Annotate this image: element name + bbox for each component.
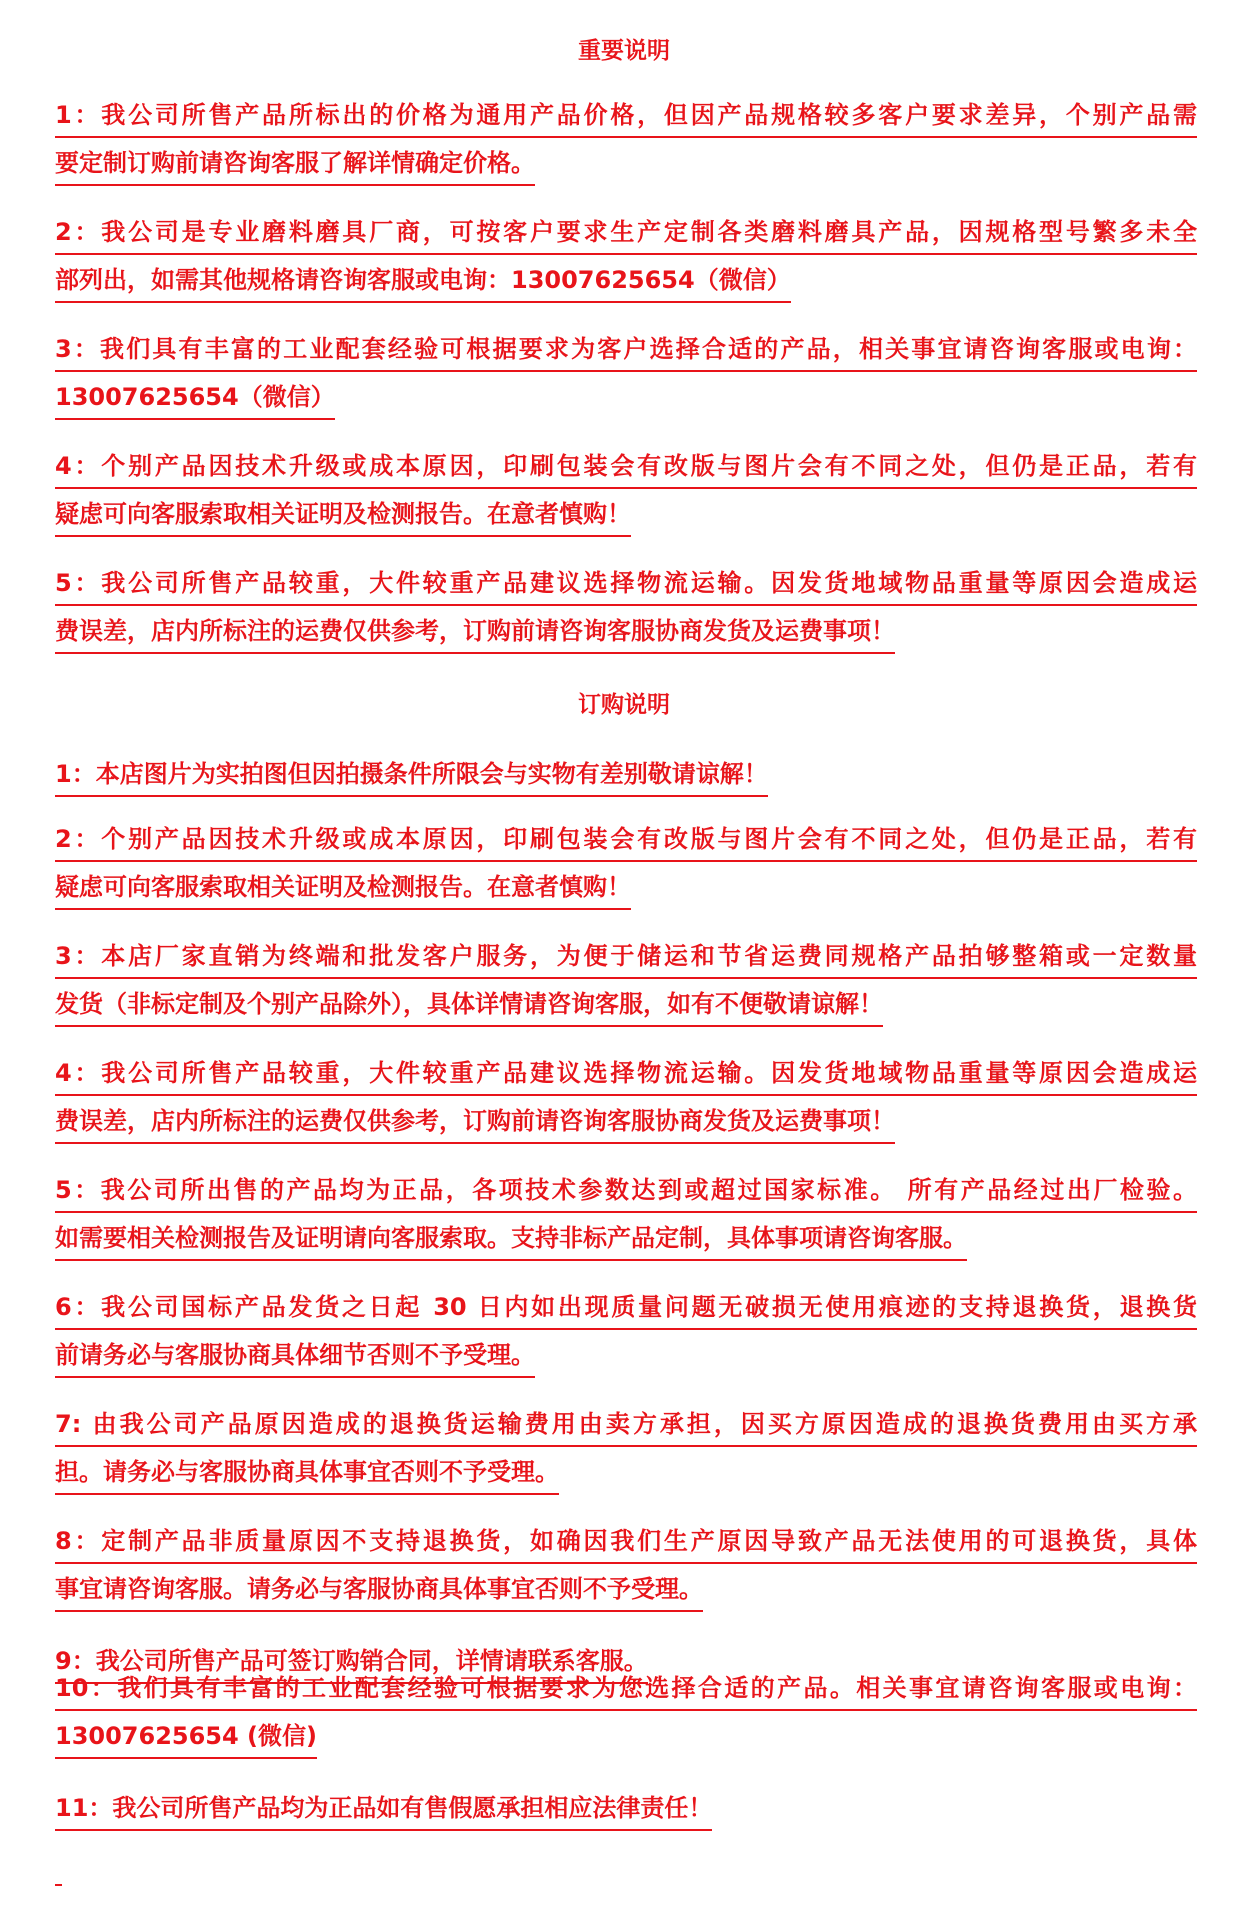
important-notice-title: 重要说明 xyxy=(578,38,670,64)
important-item-2-line-1: 2：我公司是专业磨料磨具厂商，可按客户要求生产定制各类磨料磨具产品，因规格型号繁多未全 xyxy=(55,213,1197,255)
important-item-3-line-2: 13007625654（微信） xyxy=(55,378,335,420)
ordering-item-4-line-1: 4：我公司所售产品较重，大件较重产品建议选择物流运输。因发货地域物品重量等原因会造成运 xyxy=(55,1054,1197,1096)
ordering-item-10 xyxy=(55,1669,1197,1762)
ordering-notice-title: 订购说明 xyxy=(578,692,670,718)
important-item-3-line-1: 3：我们具有丰富的工业配套经验可根据要求为客户选择合适的产品，相关事宜请咨询客服或电询： xyxy=(55,330,1197,372)
important-item-2 xyxy=(55,213,1197,306)
ordering-item-1 xyxy=(55,752,1197,800)
important-item-5-line-2: 费误差，店内所标注的运费仅供参考，订购前请咨询客服协商发货及运费事项！ xyxy=(55,612,895,654)
ordering-item-10-line-1: 10：我们具有丰富的工业配套经验可根据要求为您选择合适的产品。相关事宜请咨询客服或电询： xyxy=(55,1669,1197,1711)
ordering-item-5 xyxy=(55,1171,1197,1264)
important-item-1-line-1: 1：我公司所售产品所标出的价格为通用产品价格，但因产品规格较多客户要求差异，个别产品需 xyxy=(55,96,1197,138)
ordering-item-8 xyxy=(55,1522,1197,1615)
ordering-item-11 xyxy=(55,1786,1197,1834)
ordering-item-4-line-2: 费误差，店内所标注的运费仅供参考，订购前请咨询客服协商发货及运费事项！ xyxy=(55,1102,895,1144)
trailing-underline-mark xyxy=(55,1884,62,1886)
important-item-5-line-1: 5：我公司所售产品较重，大件较重产品建议选择物流运输。因发货地域物品重量等原因会造成运 xyxy=(55,564,1197,606)
important-item-5 xyxy=(55,564,1197,657)
ordering-item-1-line-1: 1：本店图片为实拍图但因拍摄条件所限会与实物有差别敬请谅解！ xyxy=(55,755,768,797)
ordering-item-10-line-2: 13007625654 (微信) xyxy=(55,1717,317,1759)
important-item-1 xyxy=(55,96,1197,189)
ordering-item-5-line-1: 5：我公司所出售的产品均为正品，各项技术参数达到或超过国家标准。 所有产品经过出厂检验。 xyxy=(55,1171,1197,1213)
ordering-item-8-line-1: 8：定制产品非质量原因不支持退换货，如确因我们生产原因导致产品无法使用的可退换货，具体 xyxy=(55,1522,1197,1564)
ordering-item-6 xyxy=(55,1288,1197,1381)
ordering-item-5-line-2: 如需要相关检测报告及证明请向客服索取。支持非标产品定制，具体事项请咨询客服。 xyxy=(55,1219,967,1261)
important-item-4-line-2: 疑虑可向客服索取相关证明及检测报告。在意者慎购！ xyxy=(55,495,631,537)
ordering-item-6-line-1: 6：我公司国标产品发货之日起 30 日内如出现质量问题无破损无使用痕迹的支持退换货，退换货 xyxy=(55,1288,1197,1330)
ordering-item-9-line-1: 9：我公司所售产品可签订购销合同，详情请联系客服。 xyxy=(55,1642,648,1684)
ordering-item-2-line-2: 疑虑可向客服索取相关证明及检测报告。在意者慎购！ xyxy=(55,868,631,910)
ordering-item-6-line-2: 前请务必与客服协商具体细节否则不予受理。 xyxy=(55,1336,535,1378)
important-item-4 xyxy=(55,447,1197,540)
ordering-item-2-line-1: 2：个别产品因技术升级或成本原因，印刷包装会有改版与图片会有不同之处，但仍是正品，若有 xyxy=(55,820,1197,862)
important-item-3 xyxy=(55,330,1197,423)
ordering-item-2 xyxy=(55,820,1197,913)
important-item-2-line-2: 部列出，如需其他规格请咨询客服或电询：13007625654（微信） xyxy=(55,261,791,303)
ordering-item-8-line-2: 事宜请咨询客服。请务必与客服协商具体事宜否则不予受理。 xyxy=(55,1570,703,1612)
ordering-item-3-line-2: 发货（非标定制及个别产品除外），具体详情请咨询客服，如有不便敬请谅解！ xyxy=(55,985,883,1027)
ordering-item-3-line-1: 3：本店厂家直销为终端和批发客户服务，为便于储运和节省运费同规格产品拍够整箱或一定数量 xyxy=(55,937,1197,979)
ordering-item-11-line-1: 11：我公司所售产品均为正品如有售假愿承担相应法律责任！ xyxy=(55,1789,712,1831)
ordering-item-3 xyxy=(55,937,1197,1030)
ordering-item-7-line-1: 7: 由我公司产品原因造成的退换货运输费用由卖方承担，因买方原因造成的退换货费用由买方承 xyxy=(55,1405,1197,1447)
ordering-item-7 xyxy=(55,1405,1197,1498)
important-item-1-line-2: 要定制订购前请咨询客服了解详情确定价格。 xyxy=(55,144,535,186)
ordering-item-4 xyxy=(55,1054,1197,1147)
important-item-4-line-1: 4：个别产品因技术升级或成本原因，印刷包装会有改版与图片会有不同之处，但仍是正品，若有 xyxy=(55,447,1197,489)
ordering-item-7-line-2: 担。请务必与客服协商具体事宜否则不予受理。 xyxy=(55,1453,559,1495)
